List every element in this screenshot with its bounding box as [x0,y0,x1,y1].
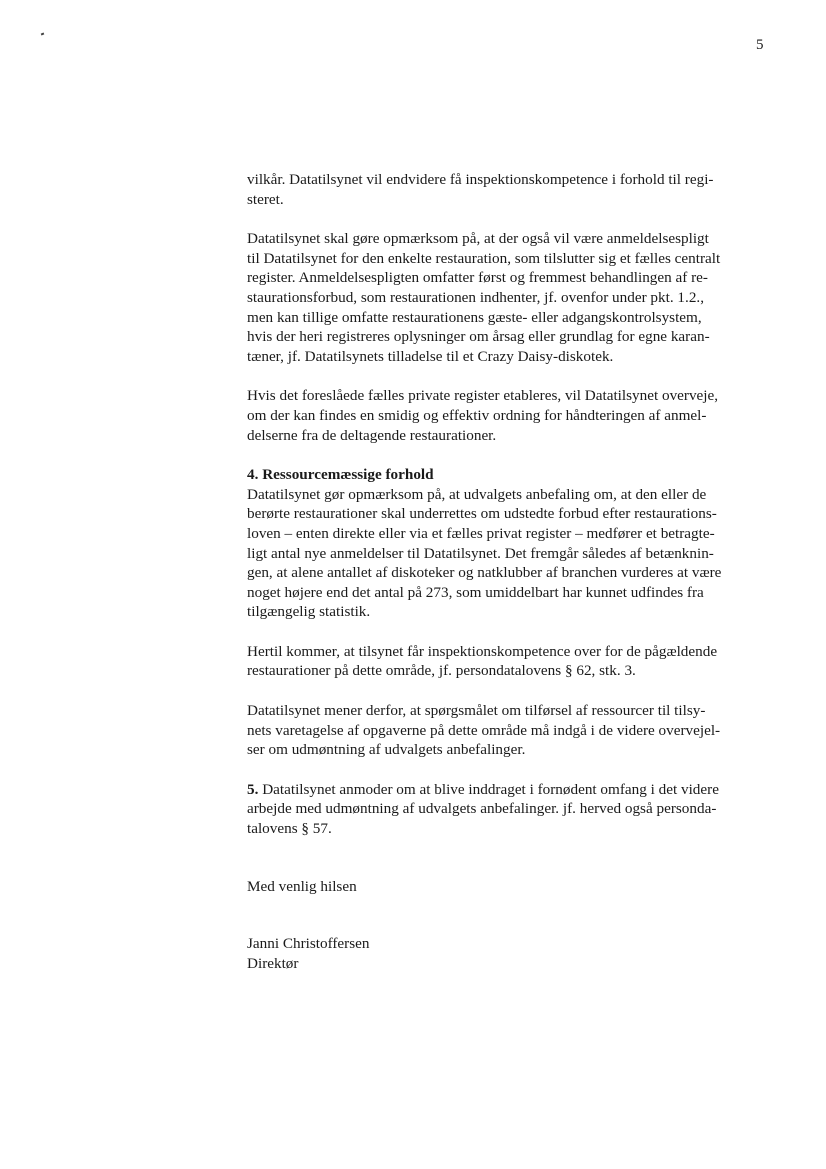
section-number: 5. [247,780,259,798]
text-line: talovens § 57. [247,820,332,838]
text-line: steret. [247,190,284,208]
text-line: men kan tillige omfatte restaurationens gæste- eller adgangskontrolsystem, [247,308,702,326]
paragraph-private-register [247,386,772,445]
text-line: register. Anmeldelsespligten omfatter først og fremmest behandlingen af re- [247,269,708,287]
paragraph-inspection [247,642,772,681]
text-line: noget højere end det antal på 273, som umiddelbart har kunnet udfindes fra [247,583,704,601]
text-line: gen, at alene antallet af diskoteker og natklubber af branchen vurderes at være [247,564,722,582]
scan-speck [41,33,45,36]
text-line: nets varetagelse af opgaverne på dette område må indgå i de videre overvejel- [247,721,721,739]
text-line: berørte restaurationer skal underrettes om udstedte forbud efter restaurations- [247,505,717,523]
page-number: 5 [756,37,764,53]
text-line: til Datatilsynet for den enkelte restauration, som tilslutter sig et fælles centralt [247,249,721,267]
paragraph-conclusion [247,701,772,760]
text-line [247,780,772,800]
text-line: restaurationer på dette område, jf. persondatalovens § 62, stk. 3. [247,662,636,680]
text-line: tilgængelig statistik. [247,603,371,621]
section-4-resources [247,465,772,622]
text-line: Datatilsynet mener derfor, at spørgsmålet om tilførsel af ressourcer til tilsy- [247,702,706,720]
text-line: Hvis det foreslåede fælles private register etableres, vil Datatilsynet overveje, [247,387,719,405]
document-body [247,170,772,993]
paragraph-continuation [247,170,772,209]
text-line: staurationsforbud, som restaurationen indhenter, jf. ovenfor under pkt. 1.2., [247,288,705,306]
text-line: hvis der heri registreres oplysninger om årsag eller grundlag for egne karan- [247,328,710,346]
text-line: arbejde med udmøntning af udvalgets anbefalinger. jf. herved også personda- [247,800,717,818]
text-line: tæner, jf. Datatilsynets tilladelse til et Crazy Daisy-diskotek. [247,347,614,365]
closing-greeting [247,877,772,897]
text-line: om der kan findes en smidig og effektiv ordning for håndteringen af anmel- [247,406,707,424]
section-5-request [247,780,772,839]
signatory-title: Direktør [247,954,299,972]
greeting-text: Med venlig hilsen [247,877,357,895]
text-line: delserne fra de deltagende restaurationer. [247,426,497,444]
paragraph-notification-duty [247,229,772,366]
text-line: Datatilsynet skal gøre opmærksom på, at der også vil være anmeldelsespligt [247,230,709,248]
text-line-rest: Datatilsynet anmoder om at blive inddraget i fornødent omfang i det videre [258,780,719,798]
text-line: Datatilsynet gør opmærksom på, at udvalgets anbefaling om, at den eller de [247,485,707,503]
text-line: loven – enten direkte eller via et fælles privat register – medfører et betragte- [247,524,715,542]
text-line: Hertil kommer, at tilsynet får inspektionskompetence over for de pågældende [247,642,718,660]
text-line: ser om udmøntning af udvalgets anbefalinger. [247,741,526,759]
section-heading: 4. Ressourcemæssige forhold [247,466,434,484]
text-line: vilkår. Datatilsynet vil endvidere få inspektionskompetence i forhold til regi- [247,171,714,188]
text-line: ligt antal nye anmeldelser til Datatilsynet. Det fremgår således af betænknin- [247,544,714,562]
signatory-name: Janni Christoffersen [247,935,370,953]
signature-block [247,934,772,973]
